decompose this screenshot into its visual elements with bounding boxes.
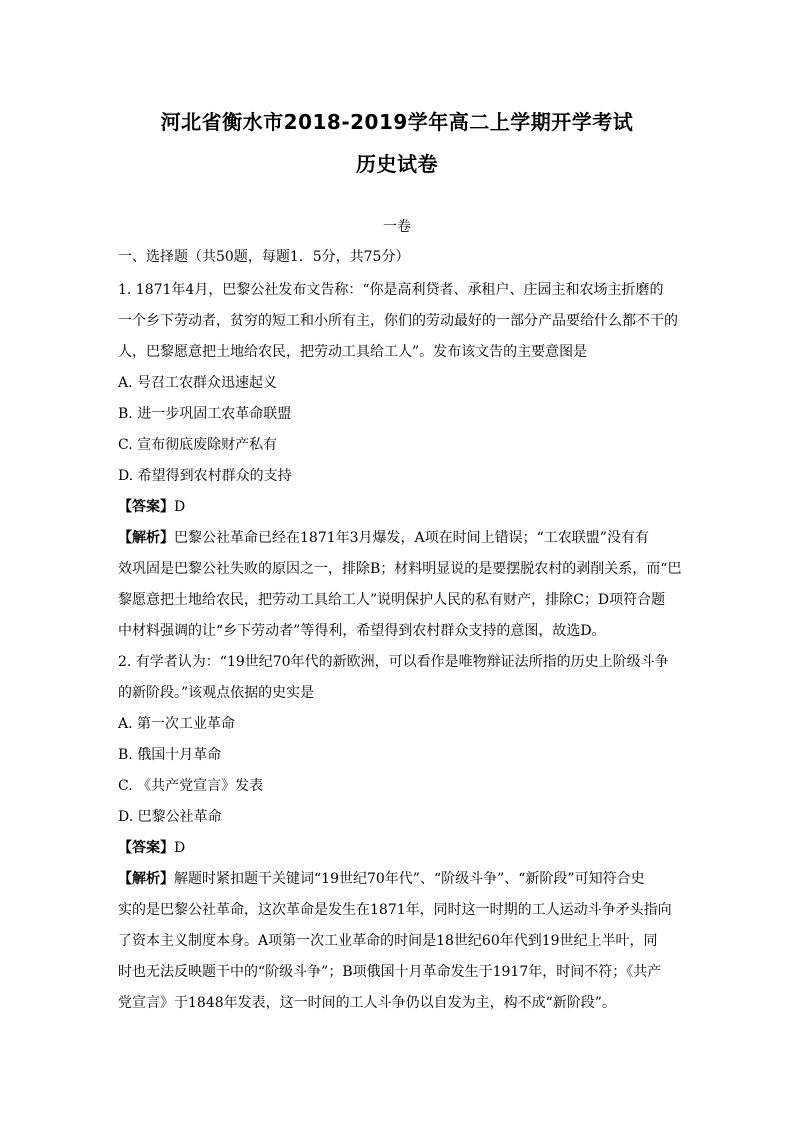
answer-value: D: [174, 499, 186, 515]
q1-analysis-line: 黎愿意把土地给农民，把劳动工具给工人”说明保护人民的私有财产，排除C；D项符合题: [118, 592, 666, 608]
exam-title: 河北省衡水市2018-2019学年高二上学期开学考试: [160, 110, 634, 134]
analysis-text: 解题时紧扣题干关键词“19世纪70年代”、“阶级斗争”、“新阶段”可知符合史: [174, 871, 645, 887]
analysis-text: 巴黎公社革命已经在1871年3月爆发，A项在时间上错误；“工农联盟”没有有: [174, 530, 649, 546]
q2-option-d: D. 巴黎公社革命: [118, 809, 222, 825]
q2-option-a: A. 第一次工业革命: [118, 716, 236, 732]
q2-stem-line: 2. 有学者认为：“19世纪70年代的新欧洲，可以看作是唯物辩证法所指的历史上阶级斗争: [118, 654, 669, 670]
q1-analysis-line: 效巩固是巴黎公社失败的原因之一，排除B；材料明显说的是要摆脱农村的剥削关系，而“巴: [118, 561, 682, 577]
q1-analysis-line: [118, 528, 678, 548]
q1-option-a: A. 号召工农群众迅速起义: [118, 375, 278, 391]
q1-answer: [118, 497, 678, 517]
q1-option-d: D. 希望得到农村群众的支持: [118, 468, 292, 484]
q1-option-c: C. 宣布彻底废除财产私有: [118, 437, 278, 453]
q1-stem-line: 人，巴黎愿意把土地给农民，把劳动工具给工人”。发布该文告的主要意图是: [118, 344, 588, 360]
q1-option-b: B. 进一步巩固工农革命联盟: [118, 406, 292, 422]
section-header: 一、选择题（共50题，每题1．5分，共75分）: [118, 249, 410, 265]
exam-subject-title: 历史试卷: [356, 152, 438, 176]
answer-value: D: [174, 840, 186, 856]
q2-analysis-line: 实的是巴黎公社革命，这次革命是发生在1871年，同时这一时期的工人运动斗争矛头指向: [118, 902, 672, 918]
q2-stem-line: 的新阶段。”该观点依据的史实是: [118, 685, 315, 701]
answer-label: 【答案】: [118, 840, 174, 856]
analysis-label: 【解析】: [118, 530, 174, 546]
q2-option-b: B. 俄国十月革命: [118, 747, 222, 763]
q1-stem-line: 1. 1871年4月，巴黎公社发布文告称：“你是高利贷者、承租户、庄园主和农场主折磨的: [118, 282, 664, 298]
q1-stem-line: 一个乡下劳动者，贫穷的短工和小所有主，你们的劳动最好的一部分产品要给什么都不干的: [118, 313, 678, 329]
volume-label: 一卷: [383, 219, 411, 235]
q2-option-c: C. 《共产党宣言》发表: [118, 778, 264, 794]
q2-analysis-line: 党宣言》于1848年发表，这一时间的工人斗争仍以自发为主，构不成“新阶段”。: [118, 995, 616, 1011]
q2-analysis-line: [118, 869, 678, 889]
q2-analysis-line: 时也无法反映题干中的“阶级斗争”；B项俄国十月革命发生于1917年，时间不符；《共产: [118, 964, 662, 980]
q2-analysis-line: 了资本主义制度本身。A项第一次工业革命的时间是18世纪60年代到19世纪上半叶，同: [118, 933, 658, 949]
q1-analysis-line: 中材料强调的让“乡下劳动者”等得利，希望得到农村群众支持的意图，故选D。: [118, 623, 606, 639]
analysis-label: 【解析】: [118, 871, 174, 887]
q2-answer: [118, 838, 678, 858]
answer-label: 【答案】: [118, 499, 174, 515]
